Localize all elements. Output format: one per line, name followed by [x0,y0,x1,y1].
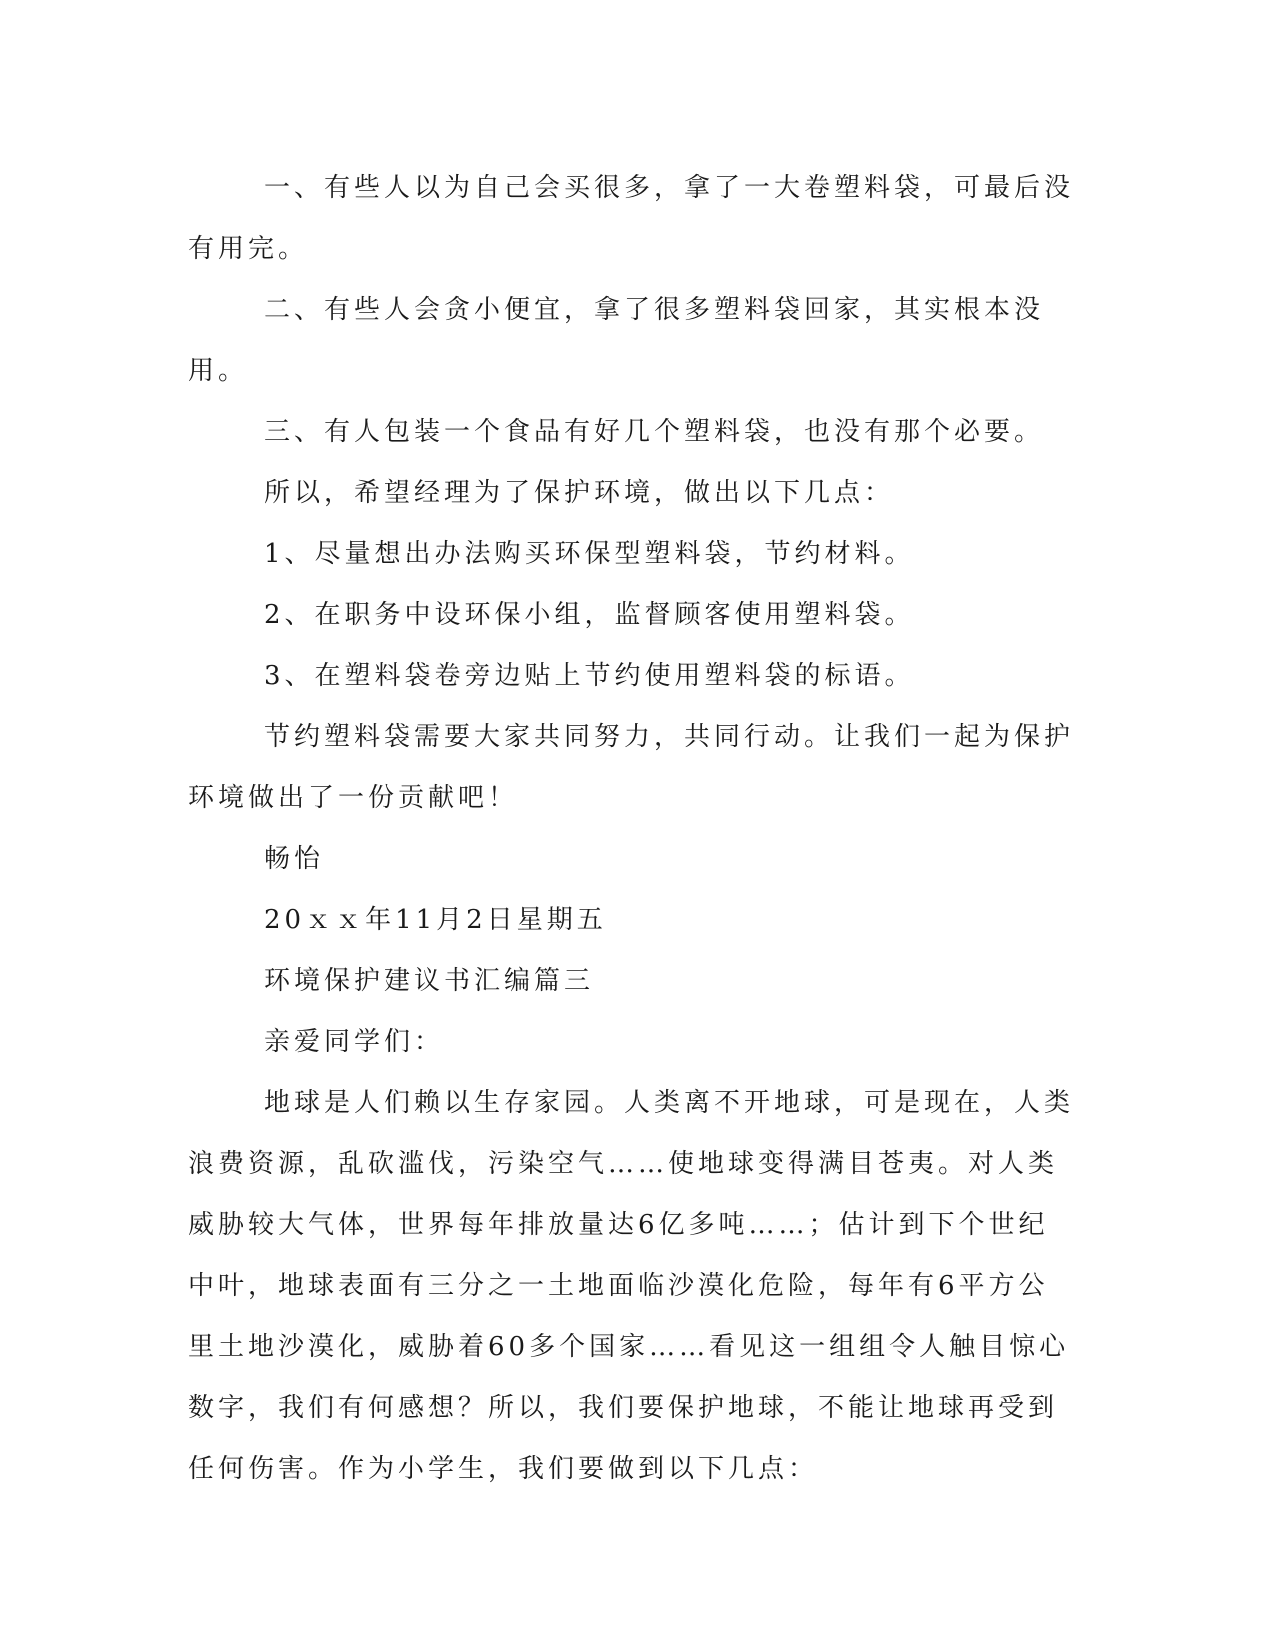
section-title: 环境保护建议书汇编篇三 [264,966,595,996]
document-body [188,158,1078,1500]
paragraph: 二、有些人会贪小便宜，拿了很多塑料袋回家，其实根本没用。 [188,295,1045,386]
paragraph: 一、有些人以为自己会买很多，拿了一大卷塑料袋，可最后没有用完。 [188,173,1075,264]
paragraph: 三、有人包装一个食品有好几个塑料袋，也没有那个必要。 [264,417,1045,447]
list-item: 1、尽量想出办法购买环保型塑料袋，节约材料。 [264,539,915,569]
list-item: 2、在职务中设环保小组，监督顾客使用塑料袋。 [264,600,915,630]
paragraph: 所以，希望经理为了保护环境，做出以下几点： [264,478,895,508]
list-item: 3、在塑料袋卷旁边贴上节约使用塑料袋的标语。 [264,661,915,691]
salutation: 亲爱同学们： [264,1027,445,1057]
paragraph: 地球是人们赖以生存家园。人类离不开地球，可是现在，人类浪费资源，乱砍滥伐，污染空气……使地球变得满目苍夷。对人类威胁较大气体，世界每年排放量达6亿多吨……；估计到下个世纪中叶，地球表面有三分之一土地面临沙漠化危险，每年有6平方公里土地沙漠化，威胁着60多个国家……看见这一组组令人触目惊心数字，我们有何感想？所以，我们要保护地球，不能让地球再受到任何伤害。作为小学生，我们要做到以下几点： [188,1088,1075,1484]
signature-name: 畅怡 [264,844,325,874]
signature-date: 20ｘｘ年11月2日星期五 [264,905,607,935]
paragraph: 节约塑料袋需要大家共同努力，共同行动。让我们一起为保护环境做出了一份贡献吧！ [188,722,1075,813]
